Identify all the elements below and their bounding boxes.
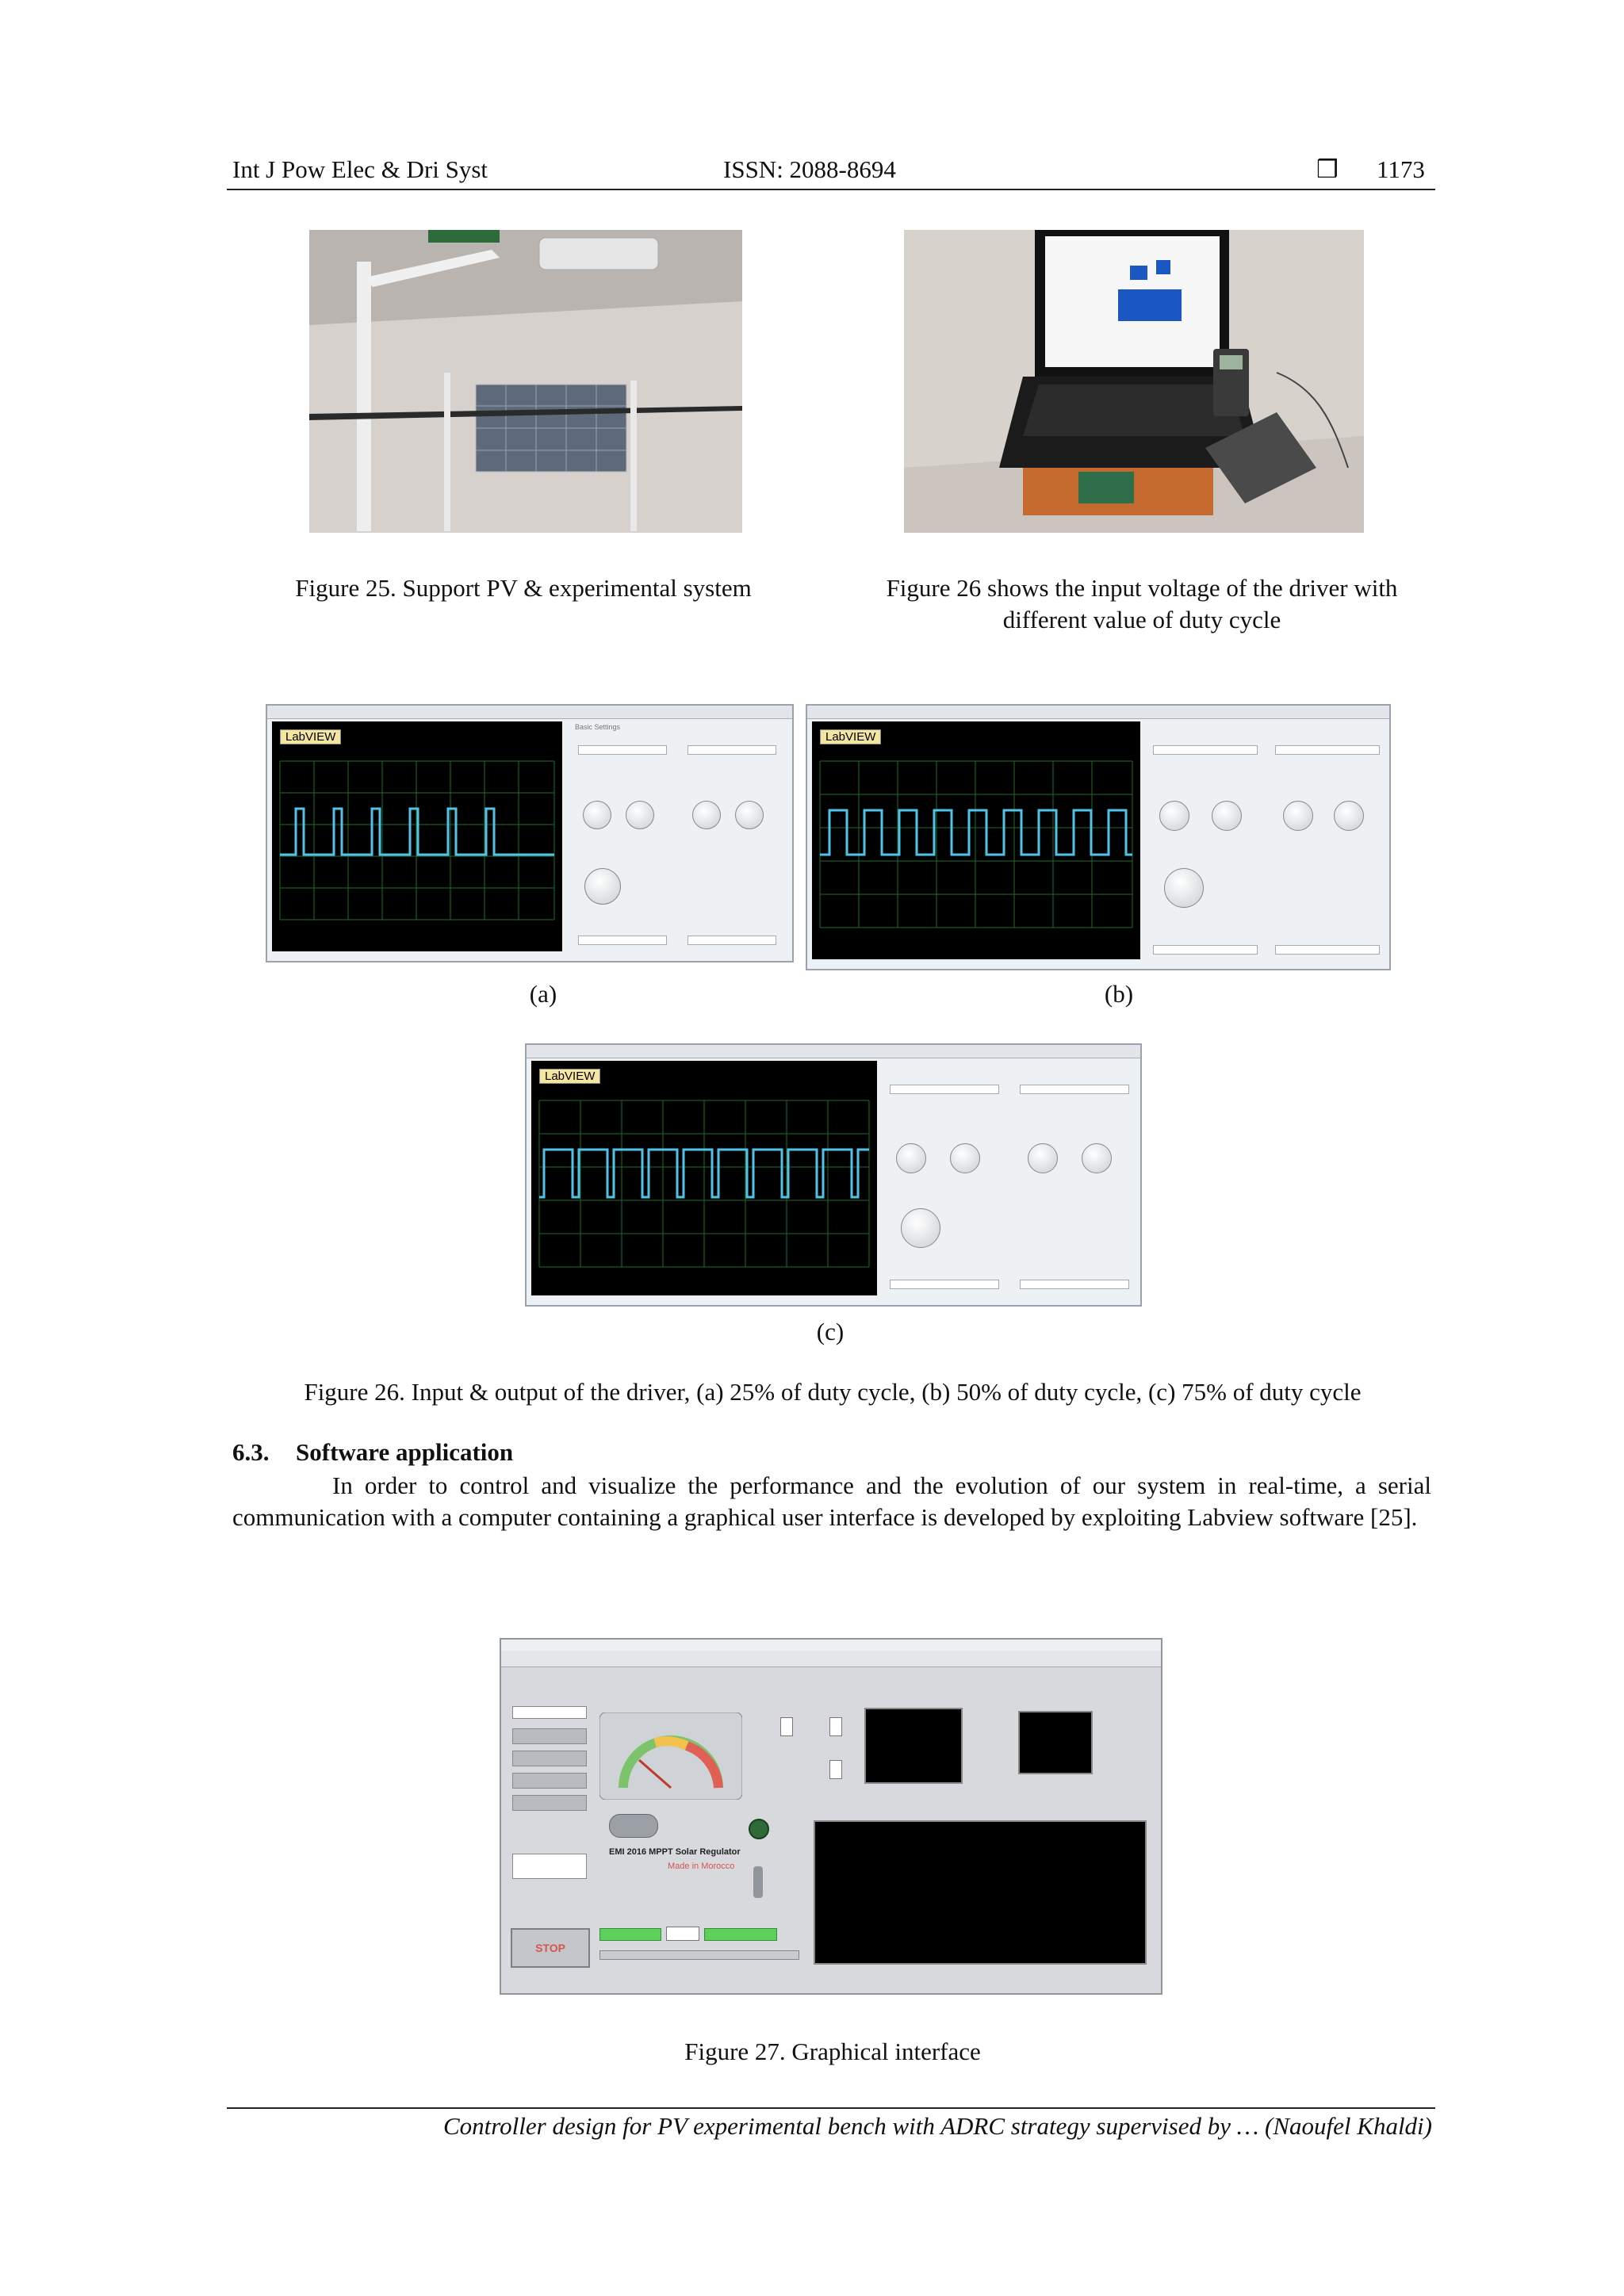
- menu-bar: [501, 1640, 1161, 1651]
- oscilloscope-panel-a: LabVIEW Basic Settings: [266, 704, 794, 962]
- running-header-issn: ISSN: 2088-8694: [723, 155, 896, 183]
- bench-illustration: [904, 230, 1364, 533]
- running-footer: Controller design for PV experimental bench with ADRC strategy supervised by … (Naoufel Khaldi): [442, 2112, 1432, 2140]
- voltage-graph: [1018, 1711, 1093, 1774]
- running-header-journal: Int J Pow Elec & Dri Syst: [232, 155, 488, 183]
- section-title: Software application: [296, 1438, 514, 1466]
- figure-26-sub-a: (a): [529, 980, 557, 1008]
- scope-screen-c: [531, 1061, 877, 1295]
- section-heading: [232, 1438, 513, 1467]
- toolbar: [501, 1651, 1161, 1667]
- scope-trace-b: [812, 721, 1140, 959]
- oscilloscope-panel-c: [525, 1043, 1142, 1307]
- pv-support-illustration: [309, 230, 742, 533]
- scope-screen-b: [812, 721, 1140, 959]
- figure-26-caption: Figure 26. Input & output of the driver, (a) 25% of duty cycle, (b) 50% of duty cycle, (c) 75% of duty cycle: [304, 1378, 1362, 1406]
- labview-logo: LabVIEW: [539, 1069, 600, 1084]
- section-paragraph: In order to control and visualize the performance and the evolution of our system in real-time, a serial communication with a computer containing a graphical user interface is developed by exploiting Labview software [25].: [232, 1471, 1431, 1531]
- power-graph: [814, 1820, 1147, 1965]
- figure-26-description-caption: Figure 26 shows the input voltage of the driver with different value of duty cycle: [886, 574, 1398, 633]
- scope-trace-a: [272, 721, 562, 951]
- slider[interactable]: [599, 1950, 799, 1960]
- photo-experimental-bench: [904, 230, 1364, 533]
- current-graph: [864, 1708, 963, 1784]
- scope-trace-c: [531, 1061, 877, 1295]
- section-number: 6.3.: [232, 1438, 270, 1466]
- labview-graphical-interface: [500, 1638, 1162, 1995]
- figure-25-caption: Figure 25. Support PV & experimental system: [295, 574, 752, 602]
- page-number: 1173: [1377, 155, 1425, 183]
- footer-rule: [227, 2107, 1435, 2109]
- labview-logo: LabVIEW: [820, 729, 881, 744]
- labview-logo: LabVIEW: [280, 729, 341, 744]
- figure-26-sub-b: (b): [1104, 980, 1134, 1008]
- photo-pv-support: [309, 230, 742, 533]
- figure-26-sub-c: (c): [816, 1318, 845, 1345]
- duty-cycle-gauge: [599, 1712, 742, 1800]
- ui-subtitle: Made in Morocco: [668, 1862, 735, 1871]
- scope-screen-a: [272, 721, 562, 951]
- stop-button[interactable]: STOP: [511, 1928, 590, 1968]
- vertical-switch[interactable]: [753, 1866, 763, 1898]
- oscilloscope-panel-b: [806, 704, 1391, 970]
- status-led: [749, 1819, 769, 1839]
- header-rule: [227, 189, 1435, 190]
- ui-title: EMI 2016 MPPT Solar Regulator: [609, 1847, 741, 1857]
- box-icon: ❒: [1316, 155, 1339, 183]
- figure-27-caption: Figure 27. Graphical interface: [684, 2038, 981, 2065]
- toggle-switch[interactable]: [609, 1814, 658, 1838]
